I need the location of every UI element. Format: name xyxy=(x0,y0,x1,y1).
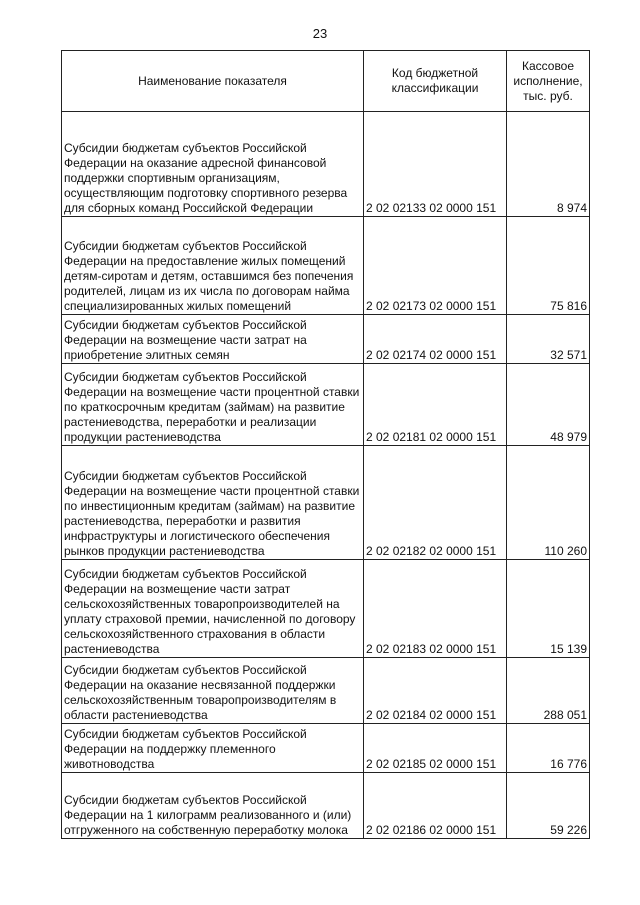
table-row xyxy=(62,217,590,315)
amount-cell: 288 051 xyxy=(507,658,590,724)
amount-cell: 32 571 xyxy=(507,315,590,364)
header-cash-execution: Кассовое исполнение, тыс. руб. xyxy=(507,51,590,112)
table-row xyxy=(62,112,590,217)
table-row xyxy=(62,658,590,724)
table-row xyxy=(62,773,590,839)
header-indicator-name: Наименование показателя xyxy=(62,51,364,112)
table-row xyxy=(62,446,590,560)
budget-code-cell: 2 02 02184 02 0000 151 xyxy=(364,658,507,724)
indicator-name-cell: Субсидии бюджетам субъектов Российской Федерации на возмещение части затрат на приобретение элитных семян xyxy=(62,315,364,364)
header-budget-code: Код бюджетной классификации xyxy=(364,51,507,112)
budget-code-cell: 2 02 02173 02 0000 151 xyxy=(364,217,507,315)
indicator-name-cell: Субсидии бюджетам субъектов Российской Федерации на возмещение части процентной ставки по инвестиционным кредитам (займам) на развитие растениеводства, переработки и развития инфраструктуры и логистического обеспечения рынков продукции растениеводства xyxy=(62,446,364,560)
amount-cell: 15 139 xyxy=(507,560,590,658)
amount-cell: 110 260 xyxy=(507,446,590,560)
budget-code-cell: 2 02 02186 02 0000 151 xyxy=(364,773,507,839)
budget-code-cell: 2 02 02182 02 0000 151 xyxy=(364,446,507,560)
amount-cell: 48 979 xyxy=(507,364,590,446)
budget-code-cell: 2 02 02185 02 0000 151 xyxy=(364,724,507,773)
table-row xyxy=(62,364,590,446)
budget-code-cell: 2 02 02181 02 0000 151 xyxy=(364,364,507,446)
amount-cell: 75 816 xyxy=(507,217,590,315)
budget-table xyxy=(61,50,590,839)
table-row xyxy=(62,315,590,364)
budget-code-cell: 2 02 02133 02 0000 151 xyxy=(364,112,507,217)
amount-cell: 8 974 xyxy=(507,112,590,217)
indicator-name-cell: Субсидии бюджетам субъектов Российской Федерации на возмещение части процентной ставки по краткосрочным кредитам (займам) на развитие растениеводства, переработки и реализации продукции растениеводства xyxy=(62,364,364,446)
budget-code-cell: 2 02 02183 02 0000 151 xyxy=(364,560,507,658)
budget-code-cell: 2 02 02174 02 0000 151 xyxy=(364,315,507,364)
indicator-name-cell: Субсидии бюджетам субъектов Российской Федерации на оказание несвязанной поддержки сельскохозяйственным товаропроизводителям в области растениеводства xyxy=(62,658,364,724)
table-row xyxy=(62,724,590,773)
indicator-name-cell: Субсидии бюджетам субъектов Российской Федерации на предоставление жилых помещений детям-сиротам и детям, оставшимся без попечения родителей, лицам из их числа по договорам найма специализированных жилых помещений xyxy=(62,217,364,315)
indicator-name-cell: Субсидии бюджетам субъектов Российской Федерации на поддержку племенного животноводства xyxy=(62,724,364,773)
amount-cell: 59 226 xyxy=(507,773,590,839)
indicator-name-cell: Субсидии бюджетам субъектов Российской Федерации на 1 килограмм реализованного и (или) отгруженного на собственную переработку молока xyxy=(62,773,364,839)
amount-cell: 16 776 xyxy=(507,724,590,773)
indicator-name-cell: Субсидии бюджетам субъектов Российской Федерации на оказание адресной финансовой поддержки спортивным организациям, осуществляющим подготовку спортивного резерва для сборных команд Российской Федерации xyxy=(62,112,364,217)
page-number: 23 xyxy=(312,26,328,41)
table-row xyxy=(62,560,590,658)
table-header-row xyxy=(62,51,590,112)
indicator-name-cell: Субсидии бюджетам субъектов Российской Федерации на возмещение части затрат сельскохозяйственных товаропроизводителей на уплату страховой премии, начисленной по договору сельскохозяйственного страхования в области растениеводства xyxy=(62,560,364,658)
